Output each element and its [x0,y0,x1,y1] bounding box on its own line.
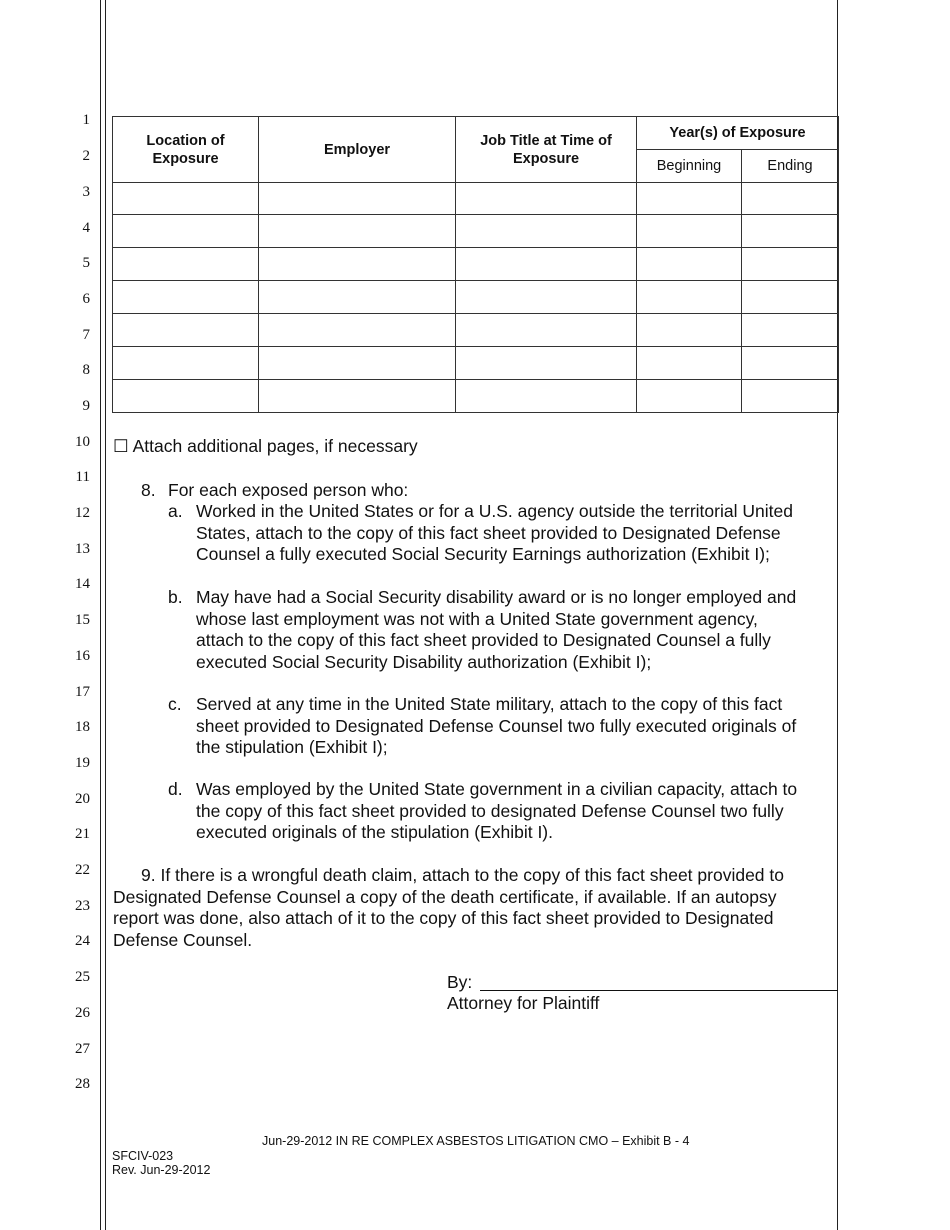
ending-cell[interactable] [742,347,839,380]
location-cell[interactable] [113,314,259,347]
item-9-text [113,865,784,951]
text-line: Served at any time in the United State military, attach to the copy of this fact [196,694,783,714]
line-number: 28 [75,1076,90,1092]
text-line: executed originals of the stipulation (Exhibit I). [196,822,553,842]
attach-pages-line [113,436,418,458]
line-number: 27 [75,1041,90,1057]
job-title-cell[interactable] [456,215,637,248]
line-number: 19 [75,755,90,771]
table-row [113,380,839,413]
line-number: 14 [75,576,90,592]
attach-pages-label: Attach additional pages, if necessary [132,436,418,456]
line-number: 12 [75,505,90,521]
header-employer: Employer [259,117,456,183]
ending-cell[interactable] [742,215,839,248]
line-number: 21 [75,826,90,842]
job-title-cell[interactable] [456,281,637,314]
item-8d-text [196,779,797,844]
header-location: Location of Exposure [113,117,259,183]
ending-cell[interactable] [742,380,839,413]
ending-cell[interactable] [742,281,839,314]
item-8a-text [196,501,793,566]
text-line: 9. If there is a wrongful death claim, attach to the copy of this fact sheet provided to [141,865,784,885]
location-cell[interactable] [113,183,259,215]
line-number: 20 [75,791,90,807]
header-beginning: Beginning [637,150,742,183]
line-number: 9 [82,398,90,414]
footer-center: Jun-29-2012 IN RE COMPLEX ASBESTOS LITIGATION CMO – Exhibit B - 4 [262,1134,690,1148]
text-line: executed Social Security Disability authorization (Exhibit I); [196,651,652,672]
job-title-cell[interactable] [456,183,637,215]
job-title-cell[interactable] [456,248,637,281]
beginning-cell[interactable] [637,380,742,413]
table-row [113,248,839,281]
exposure-table [112,116,839,413]
job-title-cell[interactable] [456,314,637,347]
ending-cell[interactable] [742,183,839,215]
footer-form-id: SFCIV-023 [112,1149,174,1163]
item-8c-text [196,694,796,759]
signature-by-label: By: [447,972,473,992]
job-title-cell[interactable] [456,380,637,413]
text-line: report was done, also attach of it to the copy of this fact sheet provided to Designated [113,908,774,928]
attach-pages-checkbox[interactable]: ☐ [113,436,129,456]
text-line: the copy of this fact sheet provided to designated Defense Counsel two fully [196,800,784,821]
table-row [113,183,839,215]
item-8c-letter: c. [168,694,182,714]
location-cell[interactable] [113,248,259,281]
text-line: States, attach to the copy of this fact sheet provided to Designated Defense [196,522,781,543]
line-number: 1 [82,112,90,128]
beginning-cell[interactable] [637,314,742,347]
line-number: 22 [75,862,90,878]
beginning-cell[interactable] [637,183,742,215]
line-number: 16 [75,648,90,664]
line-number: 18 [75,719,90,735]
line-number: 25 [75,969,90,985]
line-number: 6 [82,291,90,307]
footer-revision: Rev. Jun-29-2012 [112,1163,211,1177]
header-ending: Ending [742,150,839,183]
text-line: Was employed by the United State government in a civilian capacity, attach to [196,779,798,799]
text-line: May have had a Social Security disability award or is no longer employed and [196,587,797,607]
line-number: 10 [75,434,90,450]
line-number: 2 [82,148,90,164]
left-margin-rule-outer [100,0,101,1230]
location-cell[interactable] [113,215,259,248]
text-line: whose last employment was not with a United State government agency, [196,608,758,629]
table-row [113,281,839,314]
employer-cell[interactable] [259,183,456,215]
job-title-cell[interactable] [456,347,637,380]
beginning-cell[interactable] [637,281,742,314]
beginning-cell[interactable] [637,215,742,248]
item-8b-text [196,587,796,673]
item-8a-letter: a. [168,501,183,521]
header-years: Year(s) of Exposure [637,117,839,150]
line-number: 26 [75,1005,90,1021]
item-8-intro: For each exposed person who: [168,480,409,500]
header-job-title: Job Title at Time of Exposure [456,117,637,183]
employer-cell[interactable] [259,248,456,281]
item-8d-letter: d. [168,779,183,799]
location-cell[interactable] [113,380,259,413]
employer-cell[interactable] [259,281,456,314]
line-number: 5 [82,255,90,271]
beginning-cell[interactable] [637,347,742,380]
text-line: Defense Counsel. [113,929,253,950]
ending-cell[interactable] [742,248,839,281]
location-cell[interactable] [113,347,259,380]
line-number: 23 [75,898,90,914]
location-cell[interactable] [113,281,259,314]
text-line: the stipulation (Exhibit I); [196,737,388,757]
item-8b-letter: b. [168,587,183,607]
text-line: Counsel a fully executed Social Security Earnings authorization (Exhibit I); [196,544,770,564]
line-number: 11 [75,469,90,485]
beginning-cell[interactable] [637,248,742,281]
signature-line[interactable] [480,990,838,991]
line-number: 13 [75,541,90,557]
text-line: Worked in the United States or for a U.S. agency outside the territorial United [196,501,793,521]
table-row [113,215,839,248]
text-line: sheet provided to Designated Defense Counsel two fully executed originals of [196,715,797,736]
line-number: 17 [75,684,90,700]
table-row [113,347,839,380]
employer-cell[interactable] [259,347,456,380]
line-number: 7 [82,327,90,343]
line-number: 15 [75,612,90,628]
line-number: 3 [82,184,90,200]
employer-cell[interactable] [259,314,456,347]
employer-cell[interactable] [259,380,456,413]
employer-cell[interactable] [259,215,456,248]
text-line: attach to the copy of this fact sheet provided to Designated Counsel a fully [196,630,771,650]
table-row [113,314,839,347]
text-line: Designated Defense Counsel a copy of the death certificate, if available. If an autopsy [113,886,777,907]
signature-role: Attorney for Plaintiff [447,993,600,1013]
line-number: 24 [75,933,90,949]
line-number: 8 [82,362,90,378]
item-8-number: 8. [141,480,156,500]
line-number: 4 [82,220,90,236]
left-margin-rule-inner [105,0,106,1230]
ending-cell[interactable] [742,314,839,347]
